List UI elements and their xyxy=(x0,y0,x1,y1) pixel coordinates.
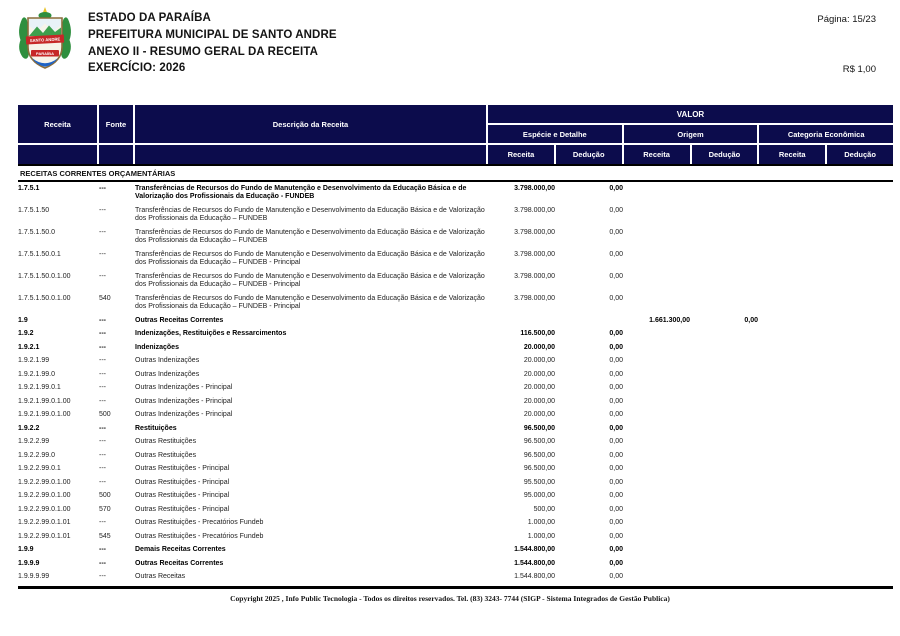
cell-especie-receita: 96.500,00 xyxy=(523,438,555,445)
cell-especie-receita: 96.500,00 xyxy=(523,451,555,459)
cell-origem-deducao: 0,00 xyxy=(744,316,758,324)
cell-especie-receita: 1.544.800,00 xyxy=(514,573,555,580)
table-row xyxy=(18,463,893,477)
cell-especie-receita: 20.000,00 xyxy=(523,357,555,364)
cell-fonte: --- xyxy=(99,184,106,192)
cell-receita-code: 1.9.2.2 xyxy=(18,424,40,432)
col-group-origem: Origem xyxy=(624,125,758,143)
cell-descricao: Outras Restituições - Precatórios Fundeb xyxy=(135,519,264,526)
cell-especie-deducao: 0,00 xyxy=(609,438,623,445)
cell-categoria-deducao xyxy=(825,436,893,450)
cell-especie-deducao: 0,00 xyxy=(609,559,623,567)
cell-origem-receita xyxy=(623,328,690,342)
cell-especie-deducao: 0,00 xyxy=(609,478,623,486)
cell-especie-deducao: 0,00 xyxy=(609,532,623,540)
cell-descricao: Outras Restituições - Principal xyxy=(135,492,230,499)
cell-categoria-receita xyxy=(758,355,825,369)
cell-categoria-deducao xyxy=(825,530,893,544)
cell-receita-code: 1.7.5.1.50.0.1.00 xyxy=(18,294,71,302)
cell-fonte: --- xyxy=(99,357,106,364)
cell-especie-deducao: 0,00 xyxy=(609,465,623,472)
cell-origem-deducao xyxy=(690,557,758,571)
cell-categoria-deducao xyxy=(825,270,893,292)
cell-descricao: Outras Restituições - Principal xyxy=(135,465,230,472)
cell-origem-receita xyxy=(623,409,690,423)
cell-categoria-deducao xyxy=(825,409,893,423)
cell-especie-receita: 96.500,00 xyxy=(523,424,555,432)
cell-categoria-receita xyxy=(758,422,825,436)
col-header-descricao: Descrição da Receita xyxy=(135,105,486,143)
cell-categoria-deducao xyxy=(825,476,893,490)
cell-origem-deducao xyxy=(690,395,758,409)
cell-origem-receita xyxy=(623,571,690,585)
cell-especie-deducao xyxy=(555,314,623,328)
cell-origem-receita xyxy=(623,341,690,355)
cell-origem-receita xyxy=(623,530,690,544)
table-header xyxy=(18,105,893,166)
cell-receita-code: 1.9.2.2.99.0.1.00 xyxy=(18,505,71,513)
cell-especie-deducao: 0,00 xyxy=(609,206,623,214)
cell-origem-receita xyxy=(623,226,690,248)
cell-descricao: Outras Restituições - Principal xyxy=(135,478,230,486)
cell-especie-deducao: 0,00 xyxy=(609,424,623,432)
cell-categoria-receita xyxy=(758,463,825,477)
table-row xyxy=(18,422,893,436)
cell-especie-deducao: 0,00 xyxy=(609,272,623,280)
cell-origem-deducao xyxy=(690,544,758,558)
cell-fonte: --- xyxy=(99,424,106,432)
cell-especie-receita: 3.798.000,00 xyxy=(514,228,555,236)
table-row xyxy=(18,530,893,544)
cell-fonte: --- xyxy=(99,465,106,472)
cell-origem-deducao xyxy=(690,409,758,423)
cell-categoria-deducao xyxy=(825,328,893,342)
cell-categoria-deducao xyxy=(825,517,893,531)
cell-receita-code: 1.9.2 xyxy=(18,330,34,337)
cell-origem-receita xyxy=(623,476,690,490)
cell-descricao: Outras Receitas Correntes xyxy=(135,559,224,567)
cell-origem-receita xyxy=(623,436,690,450)
cell-especie-receita: 96.500,00 xyxy=(523,465,555,472)
cell-origem-deducao xyxy=(690,226,758,248)
cell-fonte: 500 xyxy=(99,411,111,418)
report-exercise-line: EXERCÍCIO: 2026 xyxy=(88,62,186,75)
cell-fonte: 500 xyxy=(99,492,111,499)
cell-fonte: --- xyxy=(99,478,106,486)
cell-categoria-receita xyxy=(758,292,825,314)
cell-categoria-receita xyxy=(758,182,825,204)
subcol-receita-categoria: Receita xyxy=(759,145,825,164)
cell-descricao: Outras Indenizações - Principal xyxy=(135,411,233,418)
currency-unit-label: R$ 1,00 xyxy=(842,64,876,75)
cell-descricao: Outras Indenizações - Principal xyxy=(135,384,233,391)
cell-fonte: 545 xyxy=(99,532,111,540)
section-header: RECEITAS CORRENTES ORÇAMENTÁRIAS xyxy=(18,166,893,182)
cell-especie-deducao: 0,00 xyxy=(609,492,623,499)
cell-especie-deducao: 0,00 xyxy=(609,343,623,351)
cell-origem-receita xyxy=(623,422,690,436)
cell-receita-code: 1.9.9.9 xyxy=(18,559,40,567)
cell-especie-deducao: 0,00 xyxy=(609,397,623,405)
cell-categoria-deducao xyxy=(825,449,893,463)
page-number-label: Página: 15/23 xyxy=(817,14,876,25)
cell-fonte: --- xyxy=(99,272,106,280)
col-header-blank-fonte xyxy=(99,145,133,164)
municipality-crest-icon xyxy=(14,6,76,76)
cell-categoria-deducao xyxy=(825,422,893,436)
cell-origem-receita xyxy=(623,248,690,270)
cell-categoria-receita xyxy=(758,328,825,342)
table-row xyxy=(18,248,893,270)
table-row xyxy=(18,571,893,585)
cell-especie-receita: 3.798.000,00 xyxy=(514,250,555,258)
cell-descricao: Transferências de Recursos do Fundo de Manutenção e Desenvolvimento da Educação Básica e de Valorização dos Profissionais da Educação – FUNDEB xyxy=(135,206,485,222)
cell-descricao: Outras Restituições - Principal xyxy=(135,505,230,513)
cell-origem-receita xyxy=(623,382,690,396)
cell-fonte: 570 xyxy=(99,505,111,513)
cell-especie-receita: 3.798.000,00 xyxy=(514,206,555,214)
cell-receita-code: 1.9.2.2.99.0.1.01 xyxy=(18,532,71,540)
cell-categoria-deducao xyxy=(825,571,893,585)
cell-fonte: --- xyxy=(99,573,106,580)
cell-receita-code: 1.9.2.2.99.0 xyxy=(18,451,55,459)
cell-descricao: Outras Restituições - Precatórios Fundeb xyxy=(135,532,264,540)
cell-origem-receita xyxy=(623,503,690,517)
cell-origem-deducao xyxy=(690,530,758,544)
report-table xyxy=(18,105,893,589)
cell-categoria-receita xyxy=(758,503,825,517)
cell-origem-receita xyxy=(623,368,690,382)
cell-especie-deducao: 0,00 xyxy=(609,370,623,378)
cell-fonte: --- xyxy=(99,206,106,214)
cell-categoria-receita xyxy=(758,571,825,585)
cell-especie-receita: 1.000,00 xyxy=(527,532,555,540)
cell-especie-deducao: 0,00 xyxy=(609,330,623,337)
table-row xyxy=(18,544,893,558)
cell-fonte: --- xyxy=(99,451,106,459)
table-row xyxy=(18,270,893,292)
cell-fonte: --- xyxy=(99,250,106,258)
cell-receita-code: 1.9.9.9.99 xyxy=(18,573,50,580)
cell-receita-code: 1.7.5.1.50.0 xyxy=(18,228,55,236)
cell-especie-receita xyxy=(488,314,555,328)
table-row xyxy=(18,490,893,504)
cell-receita-code: 1.9.2.1.99.0 xyxy=(18,370,55,378)
cell-categoria-receita xyxy=(758,368,825,382)
cell-descricao: Outras Restituições xyxy=(135,451,197,459)
col-group-categoria-economica: Categoria Econômica xyxy=(759,125,893,143)
table-row xyxy=(18,517,893,531)
cell-receita-code: 1.9.2.1.99.0.1 xyxy=(18,384,61,391)
cell-receita-code: 1.7.5.1.50.0.1.00 xyxy=(18,272,71,280)
cell-origem-deducao xyxy=(690,182,758,204)
cell-descricao: Indenizações, Restituições e Ressarcimentos xyxy=(135,330,287,337)
cell-categoria-deducao xyxy=(825,503,893,517)
report-title: ANEXO II - RESUMO GERAL DA RECEITA xyxy=(88,45,319,58)
cell-fonte: --- xyxy=(99,384,106,391)
cell-receita-code: 1.7.5.1 xyxy=(18,184,40,192)
cell-categoria-receita xyxy=(758,530,825,544)
cell-categoria-deducao xyxy=(825,204,893,226)
cell-origem-receita xyxy=(623,544,690,558)
table-row xyxy=(18,409,893,423)
cell-fonte: --- xyxy=(99,316,106,324)
cell-categoria-receita xyxy=(758,449,825,463)
cell-categoria-deducao xyxy=(825,314,893,328)
cell-origem-deducao xyxy=(690,248,758,270)
crest-banner-bottom-label: PARAÍBA xyxy=(36,50,54,56)
cell-origem-receita xyxy=(623,463,690,477)
cell-receita-code: 1.9.9 xyxy=(18,546,34,553)
cell-categoria-deducao xyxy=(825,557,893,571)
subcol-deducao-categoria: Dedução xyxy=(827,145,893,164)
cell-categoria-deducao xyxy=(825,490,893,504)
cell-descricao: Transferências de Recursos do Fundo de Manutenção e Desenvolvimento da Educação Básica e de Valorização dos Profissionais da Educação - FUNDEB xyxy=(135,184,467,200)
cell-especie-deducao: 0,00 xyxy=(609,519,623,526)
cell-categoria-deducao xyxy=(825,395,893,409)
cell-origem-deducao xyxy=(690,476,758,490)
table-row xyxy=(18,382,893,396)
cell-origem-deducao xyxy=(690,368,758,382)
col-group-especie-detalhe: Espécie e Detalhe xyxy=(488,125,622,143)
cell-especie-receita: 1.000,00 xyxy=(527,519,555,526)
cell-descricao: Transferências de Recursos do Fundo de Manutenção e Desenvolvimento da Educação Básica e de Valorização dos Profissionais da Educação – FUNDEB - Principal xyxy=(135,272,485,288)
subcol-receita-especie: Receita xyxy=(488,145,554,164)
subcol-deducao-origem: Dedução xyxy=(692,145,758,164)
cell-descricao: Transferências de Recursos do Fundo de Manutenção e Desenvolvimento da Educação Básica e de Valorização dos Profissionais da Educação – FUNDEB - Principal xyxy=(135,294,485,310)
cell-especie-deducao: 0,00 xyxy=(609,573,623,580)
cell-descricao: Outras Indenizações xyxy=(135,370,200,378)
cell-origem-deducao xyxy=(690,463,758,477)
cell-descricao: Restituições xyxy=(135,424,177,432)
cell-origem-deducao xyxy=(690,449,758,463)
col-header-valor: VALOR xyxy=(488,105,893,123)
cell-origem-receita xyxy=(623,270,690,292)
cell-categoria-deducao xyxy=(825,355,893,369)
cell-descricao: Indenizações xyxy=(135,343,179,351)
cell-categoria-deducao xyxy=(825,463,893,477)
cell-especie-deducao: 0,00 xyxy=(609,451,623,459)
cell-categoria-deducao xyxy=(825,544,893,558)
cell-fonte: --- xyxy=(99,330,106,337)
cell-origem-deducao xyxy=(690,328,758,342)
col-header-fonte: Fonte xyxy=(99,105,133,143)
cell-categoria-receita xyxy=(758,544,825,558)
cell-categoria-receita xyxy=(758,341,825,355)
cell-especie-receita: 3.798.000,00 xyxy=(514,184,555,192)
cell-fonte: 540 xyxy=(99,294,111,302)
cell-origem-deducao xyxy=(690,503,758,517)
cell-categoria-receita xyxy=(758,517,825,531)
cell-receita-code: 1.9.2.2.99 xyxy=(18,438,50,445)
cell-origem-receita xyxy=(623,449,690,463)
table-row xyxy=(18,449,893,463)
table-row xyxy=(18,557,893,571)
table-row xyxy=(18,476,893,490)
cell-fonte: --- xyxy=(99,559,106,567)
org-state-line: ESTADO DA PARAÍBA xyxy=(88,12,211,24)
cell-categoria-receita xyxy=(758,226,825,248)
table-row xyxy=(18,204,893,226)
cell-origem-receita xyxy=(623,490,690,504)
cell-categoria-receita xyxy=(758,314,825,328)
cell-especie-receita: 20.000,00 xyxy=(523,370,555,378)
cell-especie-receita: 20.000,00 xyxy=(523,397,555,405)
col-header-blank-receita xyxy=(18,145,97,164)
cell-especie-receita: 20.000,00 xyxy=(523,411,555,418)
cell-categoria-deducao xyxy=(825,382,893,396)
table-row xyxy=(18,182,893,204)
cell-origem-receita xyxy=(623,395,690,409)
cell-categoria-deducao xyxy=(825,341,893,355)
cell-fonte: --- xyxy=(99,546,106,553)
table-row xyxy=(18,341,893,355)
cell-categoria-receita xyxy=(758,382,825,396)
cell-receita-code: 1.9.2.1.99.0.1.00 xyxy=(18,397,71,405)
subcol-receita-origem: Receita xyxy=(624,145,690,164)
cell-especie-receita: 95.500,00 xyxy=(523,478,555,486)
cell-fonte: --- xyxy=(99,519,106,526)
table-row xyxy=(18,355,893,369)
subcol-deducao-especie: Dedução xyxy=(556,145,622,164)
cell-origem-deducao xyxy=(690,341,758,355)
cell-receita-code: 1.9.2.2.99.0.1 xyxy=(18,465,61,472)
cell-categoria-receita xyxy=(758,409,825,423)
cell-origem-deducao xyxy=(690,292,758,314)
cell-especie-deducao: 0,00 xyxy=(609,357,623,364)
cell-especie-deducao: 0,00 xyxy=(609,505,623,513)
cell-categoria-receita xyxy=(758,476,825,490)
table-row xyxy=(18,436,893,450)
table-row xyxy=(18,328,893,342)
cell-especie-receita: 500,00 xyxy=(533,505,555,513)
cell-categoria-receita xyxy=(758,270,825,292)
cell-especie-deducao: 0,00 xyxy=(609,250,623,258)
cell-receita-code: 1.9.2.2.99.0.1.01 xyxy=(18,519,71,526)
cell-origem-receita xyxy=(623,292,690,314)
cell-categoria-deducao xyxy=(825,292,893,314)
cell-especie-deducao: 0,00 xyxy=(609,228,623,236)
cell-fonte: --- xyxy=(99,438,106,445)
document-header xyxy=(88,10,337,77)
cell-categoria-receita xyxy=(758,204,825,226)
cell-origem-deducao xyxy=(690,490,758,504)
cell-fonte: --- xyxy=(99,397,106,405)
cell-fonte: --- xyxy=(99,343,106,351)
cell-especie-deducao: 0,00 xyxy=(609,294,623,302)
cell-origem-deducao xyxy=(690,355,758,369)
cell-especie-receita: 1.544.800,00 xyxy=(514,559,555,567)
cell-receita-code: 1.9.2.2.99.0.1.00 xyxy=(18,492,71,499)
cell-receita-code: 1.9.2.1 xyxy=(18,343,40,351)
cell-descricao: Demais Receitas Correntes xyxy=(135,546,226,553)
cell-origem-deducao xyxy=(690,422,758,436)
table-row xyxy=(18,314,893,328)
cell-receita-code: 1.9.2.1.99 xyxy=(18,357,50,364)
cell-receita-code: 1.9 xyxy=(18,316,28,324)
cell-origem-deducao xyxy=(690,204,758,226)
cell-origem-receita xyxy=(623,204,690,226)
cell-origem-deducao xyxy=(690,436,758,450)
cell-especie-receita: 1.544.800,00 xyxy=(514,546,555,553)
cell-descricao: Outras Receitas xyxy=(135,573,186,580)
table-row xyxy=(18,368,893,382)
table-row xyxy=(18,226,893,248)
cell-origem-receita xyxy=(623,517,690,531)
cell-fonte: --- xyxy=(99,370,106,378)
cell-descricao: Transferências de Recursos do Fundo de Manutenção e Desenvolvimento da Educação Básica e de Valorização dos Profissionais da Educação – FUNDEB xyxy=(135,228,485,244)
cell-receita-code: 1.7.5.1.50 xyxy=(18,206,50,214)
cell-especie-deducao: 0,00 xyxy=(609,384,623,391)
cell-categoria-receita xyxy=(758,436,825,450)
cell-especie-receita: 3.798.000,00 xyxy=(514,272,555,280)
org-municipality-line: PREFEITURA MUNICIPAL DE SANTO ANDRE xyxy=(88,28,337,41)
cell-origem-receita xyxy=(623,182,690,204)
cell-especie-receita: 20.000,00 xyxy=(523,384,555,391)
cell-origem-deducao xyxy=(690,270,758,292)
cell-categoria-receita xyxy=(758,248,825,270)
cell-descricao: Outras Receitas Correntes xyxy=(135,316,224,324)
cell-especie-receita: 20.000,00 xyxy=(523,343,555,351)
cell-categoria-deducao xyxy=(825,368,893,382)
cell-especie-receita: 116.500,00 xyxy=(520,330,555,337)
cell-origem-receita xyxy=(623,355,690,369)
cell-receita-code: 1.9.2.1.99.0.1.00 xyxy=(18,411,71,418)
table-row xyxy=(18,292,893,314)
cell-origem-receita xyxy=(623,557,690,571)
cell-origem-receita: 1.661.300,00 xyxy=(649,316,690,324)
cell-origem-deducao xyxy=(690,382,758,396)
cell-especie-deducao: 0,00 xyxy=(609,546,623,553)
table-row xyxy=(18,395,893,409)
col-header-blank-descricao xyxy=(135,145,486,164)
cell-categoria-receita xyxy=(758,557,825,571)
cell-receita-code: 1.9.2.2.99.0.1.00 xyxy=(18,478,71,486)
cell-categoria-receita xyxy=(758,490,825,504)
cell-descricao: Outras Restituições xyxy=(135,438,197,445)
cell-especie-receita: 3.798.000,00 xyxy=(514,294,555,302)
cell-descricao: Transferências de Recursos do Fundo de Manutenção e Desenvolvimento da Educação Básica e de Valorização dos Profissionais da Educação – FUNDEB - Principal xyxy=(135,250,485,266)
table-body-wrap xyxy=(18,182,893,589)
cell-receita-code: 1.7.5.1.50.0.1 xyxy=(18,250,61,258)
cell-especie-deducao: 0,00 xyxy=(609,184,623,192)
copyright-footer: Copyright 2025 , Info Public Tecnologia - Todos os direitos reservados. Tel. (83) 3243- 7744 (SIGP - Sistema Integrados de Gestão Publica) xyxy=(230,594,670,603)
cell-origem-deducao xyxy=(690,571,758,585)
col-header-receita: Receita xyxy=(18,105,97,143)
cell-categoria-deducao xyxy=(825,182,893,204)
cell-especie-deducao: 0,00 xyxy=(609,411,623,418)
cell-categoria-deducao xyxy=(825,226,893,248)
cell-categoria-receita xyxy=(758,395,825,409)
cell-descricao: Outras Indenizações - Principal xyxy=(135,397,233,405)
cell-descricao: Outras Indenizações xyxy=(135,357,200,364)
cell-origem-deducao xyxy=(690,517,758,531)
cell-especie-receita: 95.000,00 xyxy=(523,492,555,499)
cell-categoria-deducao xyxy=(825,248,893,270)
report-table-body xyxy=(18,182,893,584)
table-row xyxy=(18,503,893,517)
cell-fonte: --- xyxy=(99,228,106,236)
crest-banner-top-label: SANTO ANDRE xyxy=(29,36,61,44)
